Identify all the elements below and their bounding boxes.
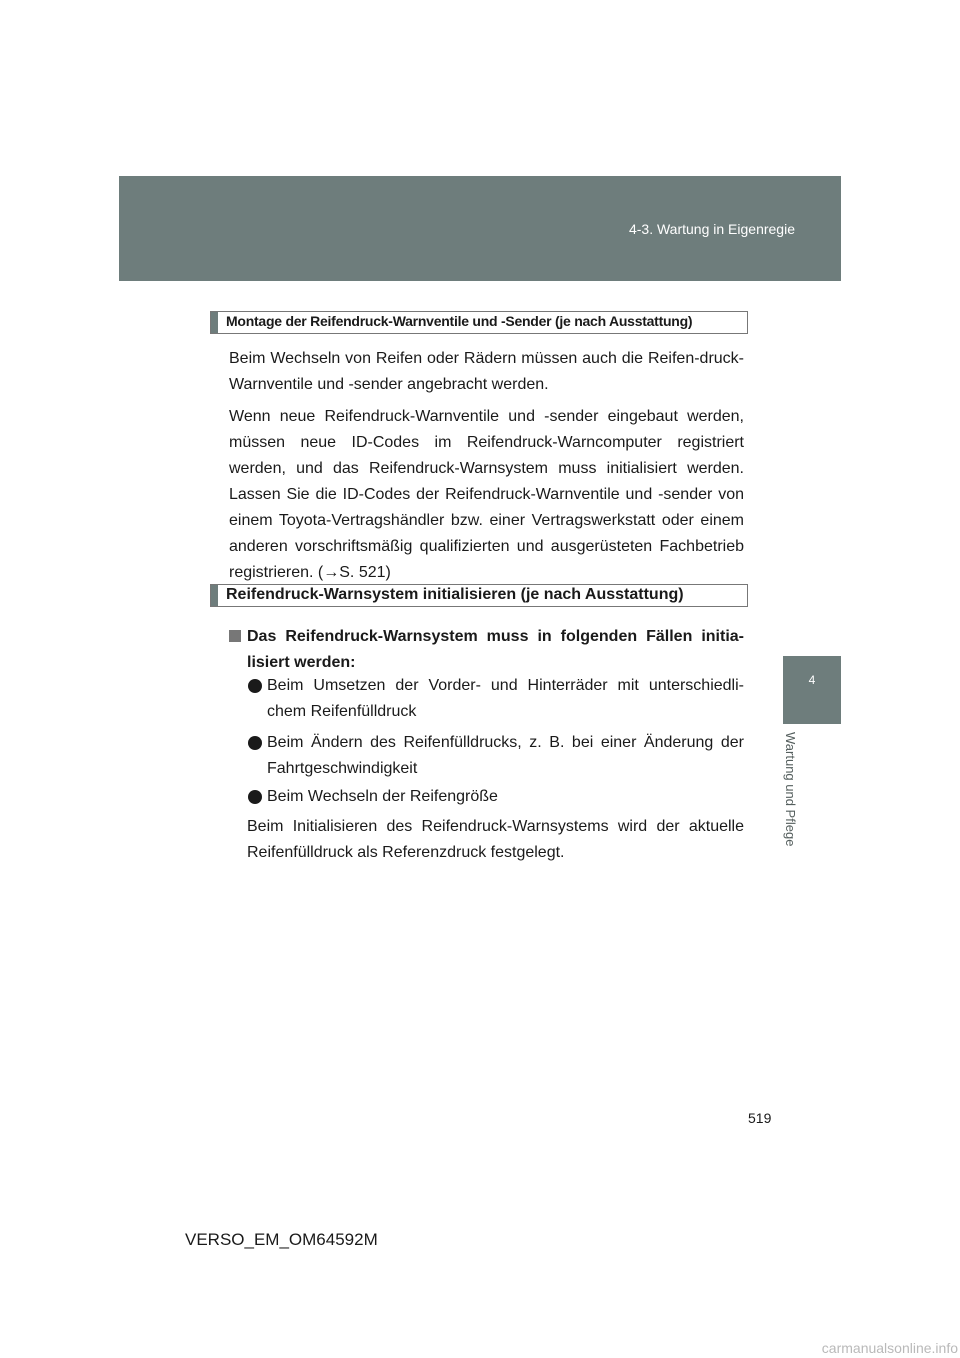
chapter-tab: [783, 656, 841, 724]
paragraph-id-codes: Wenn neue Reifendruck-Warnventile und -sender eingebaut werden, müssen neue ID-Codes im Reifendruck-Warncomputer registriert werden, und das Reifendruck-Warnsystem muss initialisiert werden. Lassen Sie die ID-Codes der Reifendruck-Warnventile und -sender von einem Toyota-Vertragshändler bzw. einer Vertragswerkstatt oder einem anderen vorschriftsmäßig qualifizierten und ausgerüsteten Fachbetrieb registrieren. (→S. 521): [229, 408, 744, 581]
bullet-dot-icon: [248, 736, 262, 750]
section-heading-text: Montage der Reifendruck-Warnventile und -Sender (je nach Ausstattung): [226, 313, 693, 329]
list-item-text: Beim Umsetzen der Vorder- und Hinterräder mit unterschiedli-chem Reifenfülldruck: [267, 677, 744, 720]
section-heading-text: Reifendruck-Warnsystem initialisieren (je nach Ausstattung): [226, 586, 684, 603]
bullet-dot-icon: [248, 790, 262, 804]
bullet-dot-icon: [248, 679, 262, 693]
section-heading-initialize: [210, 584, 748, 607]
chapter-header-bar: [119, 176, 841, 281]
subheading-cases: Das Reifendruck-Warnsystem muss in folgenden Fällen initia-lisiert werden:: [247, 628, 744, 671]
page-number: 519: [748, 1110, 772, 1126]
paragraph-reference-pressure: Beim Initialisieren des Reifendruck-Warnsystems wird der aktuelle Reifenfülldruck als Referenzdruck festgelegt.: [247, 818, 744, 861]
list-item-text: Beim Ändern des Reifenfülldrucks, z. B. bei einer Änderung der Fahrtgeschwindigkeit: [267, 734, 744, 777]
watermark: carmanualsonline.info: [821, 1340, 958, 1356]
chapter-label-text: Wartung und Pflege: [783, 732, 798, 847]
document-code: VERSO_EM_OM64592M: [185, 1230, 378, 1249]
paragraph-valve-mounting: Beim Wechseln von Reifen oder Rädern müssen auch die Reifen-druck-Warnventile und -sender angebracht werden.: [229, 350, 744, 393]
chapter-side-label: [781, 732, 803, 892]
section-title: 4-3. Wartung in Eigenregie: [628, 221, 795, 237]
chapter-number: 4: [808, 673, 816, 687]
square-bullet-icon: [229, 630, 241, 642]
section-heading-valves: [210, 311, 748, 334]
list-item-text: Beim Wechseln der Reifengröße: [267, 788, 498, 805]
